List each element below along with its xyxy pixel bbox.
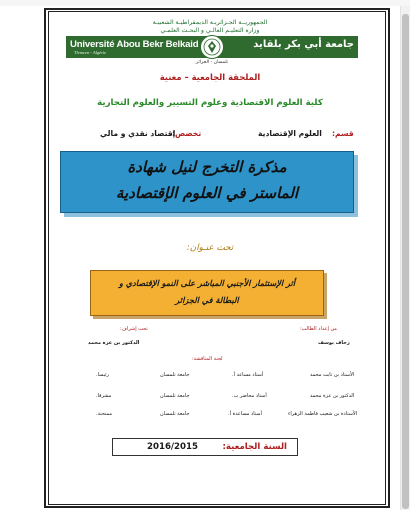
university-name-fr: Université Abou Bekr Belkaid (70, 39, 199, 50)
jury-member-name: الأستاذ بن ثابت محمد (310, 372, 355, 378)
annex-heading: الملحقة الجامعية – مغنية (159, 72, 261, 82)
jury-member-rank: أستاذ مساعد أ. (232, 372, 264, 378)
jury-member-role: مشرفا. (96, 393, 112, 399)
supervisor-name: الدكتور بن عزة محمد (88, 340, 140, 346)
document-page (0, 6, 400, 510)
jury-member-university: جامعة تلمسان (160, 393, 190, 399)
section-label: قسم: (332, 129, 354, 138)
university-name-ar: جامعة أبي بكر بلقايد (253, 39, 354, 50)
topic-line1: أثر الإستثمار الأجنبي المباشر على النمو الإقتصادي و (118, 278, 296, 288)
jury-member-university: جامعة تلمسان (160, 411, 190, 417)
republic-heading: الجمهوريــة الجـزائريـة الديمقراطيـة الشعبيـة (152, 19, 268, 26)
academic-year-box (112, 438, 298, 456)
prepared-by-name: زحاف يوسف (318, 340, 350, 346)
jury-member-role: رئيسا. (96, 372, 109, 378)
topic-box (90, 270, 324, 316)
under-title-label: تحت عنـوان: (186, 243, 234, 253)
jury-member-university: جامعة تلمسان (160, 372, 190, 378)
ministry-heading: وزارة التعليـم العالـي و البحـث العلمـي (160, 27, 260, 34)
page-border-inner (48, 11, 386, 505)
thesis-title-line2: الماستر في العلوم الإقتصادية (115, 184, 299, 202)
vertical-scrollbar[interactable] (400, 6, 410, 510)
thesis-title-line1: مذكرة التخرج لنيل شهادة (127, 158, 287, 176)
academic-year-label: السنة الجامعية: (222, 442, 287, 452)
topic-line2: البطالة في الجزائر (175, 295, 239, 305)
university-logo-icon (200, 35, 224, 59)
city-ar: تلمسان - الجزائر (195, 60, 229, 65)
faculty-heading: كلية العلوم الاقتصادية وعلوم التسيير والعلوم التجارية (97, 98, 323, 108)
scrollbar-thumb[interactable] (402, 14, 409, 509)
thesis-title-box (60, 151, 354, 213)
jury-member-role: ممتحنة. (96, 411, 113, 417)
jury-member-name: الأستاذة بن شعيب فاطمة الزهراء (288, 411, 358, 417)
academic-year-value: 2016/2015 (147, 442, 198, 452)
university-city-fr: Tlemcen - Algérie (74, 50, 107, 55)
specialty-value: إقتصاد نقدي و مالي (100, 129, 176, 138)
jury-label: لجنة المناقشة: (192, 356, 223, 362)
jury-member-rank: أستاذ مساعدة أ. (228, 411, 262, 417)
jury-member-name: الدكتور بن عزة محمد (310, 393, 355, 399)
supervisor-label: تحت إشراف: (120, 326, 148, 332)
prepared-by-label: من إعداد الطالب: (300, 326, 337, 332)
jury-member-rank: أستاذ محاضر ب. (232, 393, 267, 399)
section-value: العلوم الإقتصادية (258, 129, 322, 138)
specialty-label: تخصص: (172, 129, 202, 138)
